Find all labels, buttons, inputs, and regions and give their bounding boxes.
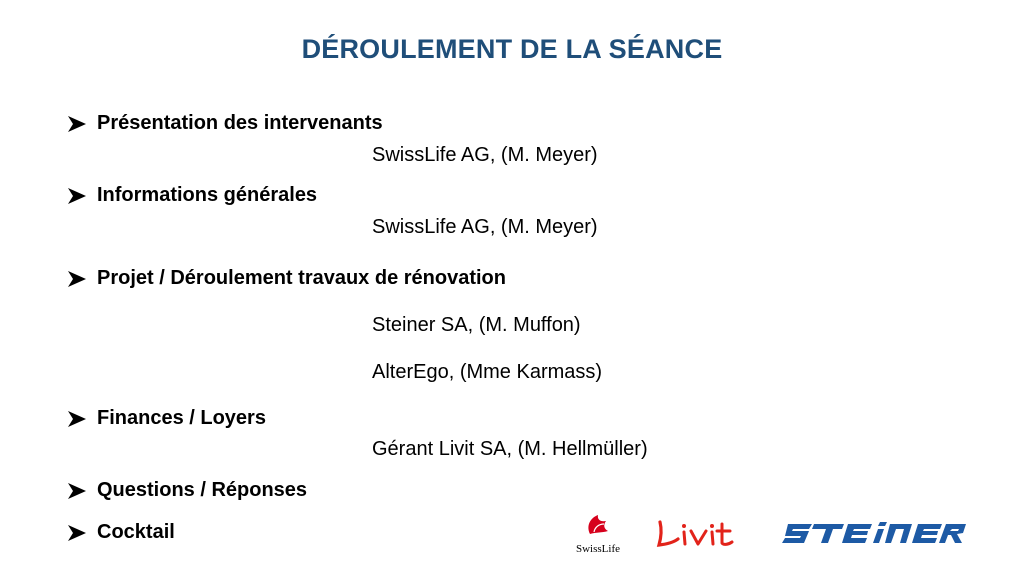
agenda-item-label: Présentation des intervenants (97, 112, 383, 134)
agenda-item-label: Informations générales (97, 184, 318, 206)
agenda-item-speaker: AlterEgo, (Mme Karmass) (372, 361, 603, 383)
agenda-item-speaker: Gérant Livit SA, (M. Hellmüller) (372, 438, 648, 460)
agenda-item-label: Cocktail (97, 521, 175, 543)
agenda-item-informations (66, 184, 317, 207)
agenda-item-presentation (66, 112, 383, 135)
livit-logo (656, 518, 738, 550)
swisslife-logo (568, 512, 628, 555)
arrowhead-bullet-icon (66, 481, 88, 501)
agenda-item-speaker: SwissLife AG, (M. Meyer) (372, 216, 598, 238)
swisslife-wordmark: SwissLife (576, 543, 620, 555)
agenda-item-cocktail (66, 521, 175, 544)
agenda-item-label: Projet / Déroulement travaux de rénovation (97, 267, 506, 289)
agenda-item-finances (66, 407, 266, 430)
steiner-logo (782, 521, 966, 547)
slide-title: DÉROULEMENT DE LA SÉANCE (301, 34, 723, 64)
agenda-item-questions (66, 479, 307, 502)
arrowhead-bullet-icon (66, 114, 88, 134)
agenda-item-label: Questions / Réponses (97, 479, 308, 501)
arrowhead-bullet-icon (66, 186, 88, 206)
arrowhead-bullet-icon (66, 523, 88, 543)
agenda-item-label: Finances / Loyers (97, 407, 266, 429)
arrowhead-bullet-icon (66, 409, 88, 429)
swisslife-emblem-icon (568, 512, 628, 538)
steiner-wordmark-icon (782, 521, 966, 547)
agenda-item-projet (66, 267, 506, 290)
agenda-item-speaker: SwissLife AG, (M. Meyer) (372, 144, 598, 166)
agenda-item-speaker: Steiner SA, (M. Muffon) (372, 314, 581, 336)
livit-wordmark-icon (656, 518, 738, 550)
arrowhead-bullet-icon (66, 269, 88, 289)
